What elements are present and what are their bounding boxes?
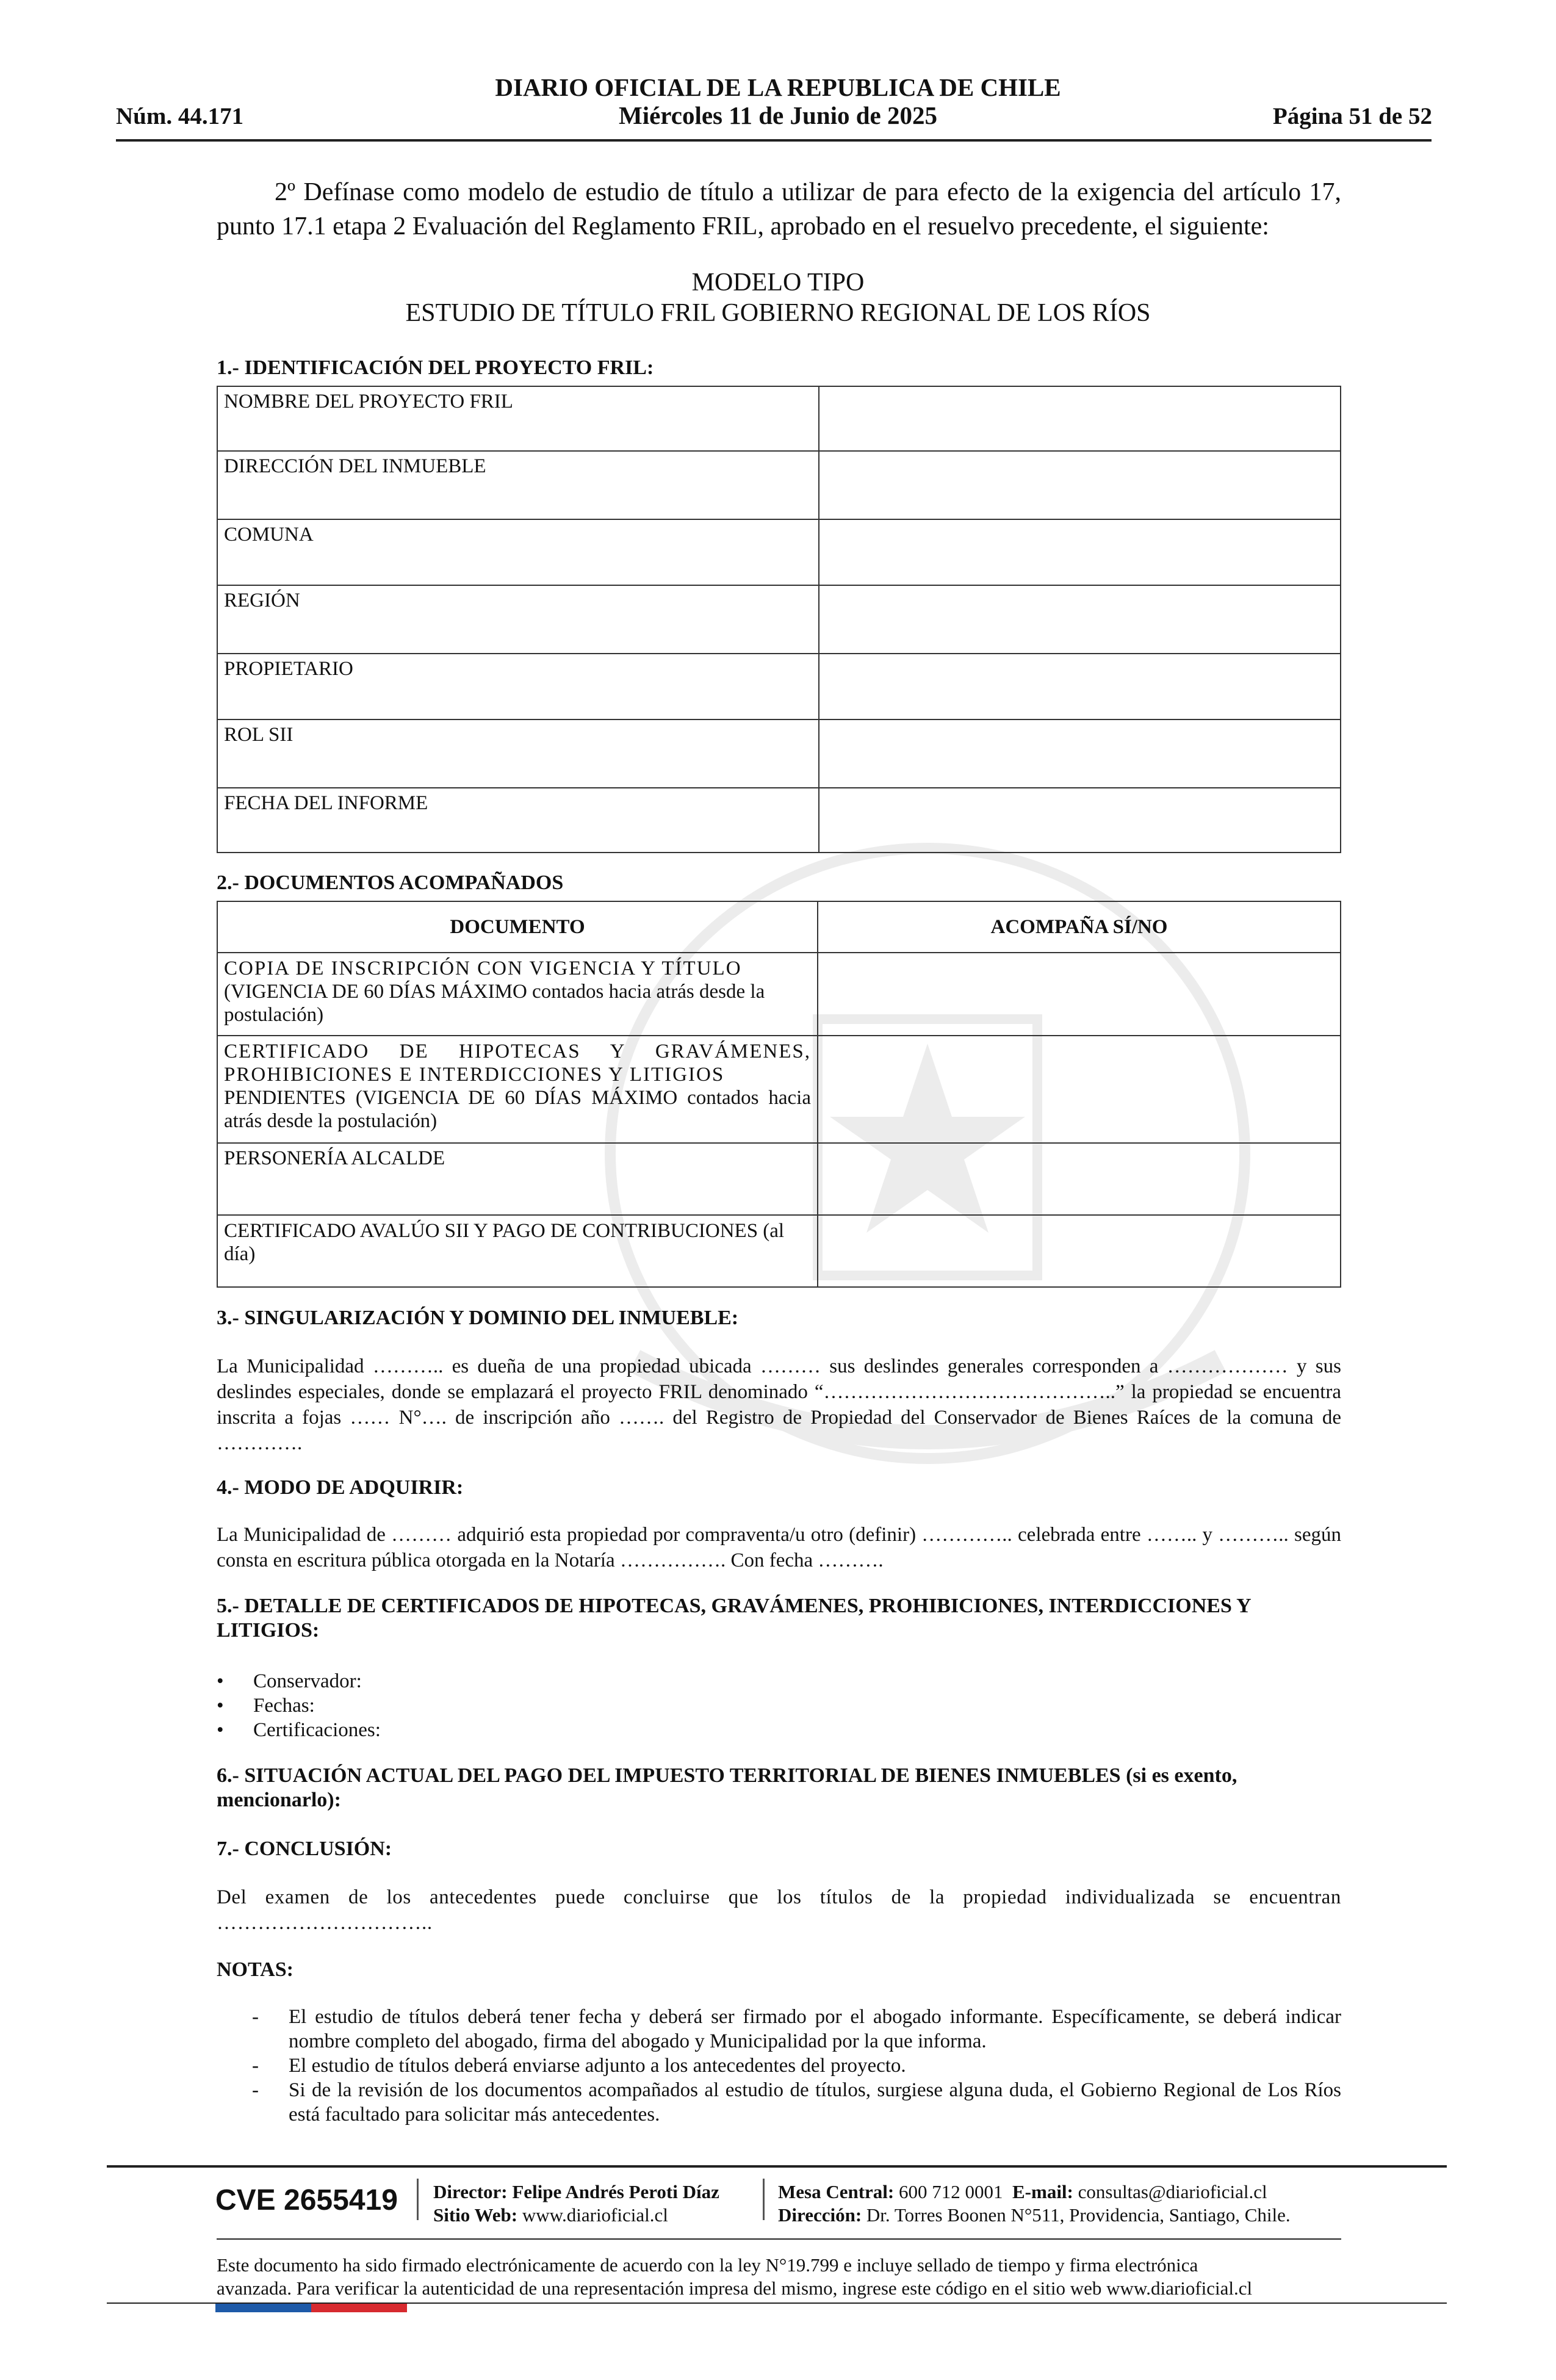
section-3-text: La Municipalidad ……….. es dueña de una propiedad ubicada ……… sus deslindes generales corresponden a ……………… y sus deslindes especiales, donde se emplazará el proyecto FRIL denominado “……………………………………..” la propiedad se encuentra inscrita a fojas …… N°…. de inscripción año ……. del Registro de Propiedad del Conservador de Bienes Raíces de la comuna de …………. [217, 1355, 1341, 1454]
footer-mid-divider [217, 2238, 1341, 2240]
electronic-signature-notice: Este documento ha sido firmado electrónicamente de acuerdo con la ley N°19.799 e incluye sellado de tiempo y firma electrónica avanzada. Para verificar la autenticidad de una representación impresa del mismo, ingrese este código en el sitio web www.diarioficial.cl [217, 2254, 1253, 2299]
section-1-heading: 1.- IDENTIFICACIÓN DEL PROYECTO FRIL: [217, 356, 654, 379]
note-item: - Si de la revisión de los documentos acompañados al estudio de títulos, surgiese alguna duda, el Gobierno Regional de Los Ríos está facultado para solicitar más antecedentes. [252, 2079, 1341, 2126]
footer-director-block: Director: Felipe Andrés Peroti Díaz Sitio Web: www.diarioficial.cl [433, 2181, 719, 2226]
row-label: FECHA DEL INFORME [217, 788, 819, 853]
owner-value[interactable] [819, 654, 1341, 719]
row-label: COMUNA [217, 519, 819, 585]
footer-top-divider [107, 2165, 1447, 2168]
list-item: • Certificaciones: [217, 1719, 381, 1741]
row-label: REGIÓN [217, 585, 819, 654]
column-header-document: DOCUMENTO [217, 901, 818, 953]
attached-cell[interactable] [818, 1036, 1341, 1143]
section-7-text: Del examen de los antecedentes puede concluirse que los títulos de la propiedad individualizada se encuentran ………………………….. [217, 1886, 1341, 1934]
director-name: Felipe Andrés Peroti Díaz [512, 2181, 719, 2202]
website-link[interactable]: www.diarioficial.cl [522, 2204, 668, 2226]
commune-value[interactable] [819, 519, 1341, 585]
issue-date: Miércoles 11 de Junio de 2025 [619, 101, 937, 129]
documents-table [217, 901, 1341, 1288]
row-label: PROPIETARIO [217, 654, 819, 719]
flag-bar-red [311, 2304, 407, 2312]
section-6-heading: 6.- SITUACIÓN ACTUAL DEL PAGO DEL IMPUESTO TERRITORIAL DE BIENES INMUEBLES (si es exento, mencionarlo): [217, 1764, 1237, 1811]
attached-cell[interactable] [818, 1215, 1341, 1287]
rol-sii-value[interactable] [819, 719, 1341, 788]
email-link[interactable]: consultas@diarioficial.cl [1078, 2181, 1267, 2202]
list-item: • Fechas: [217, 1695, 315, 1717]
footer-separator [763, 2179, 765, 2220]
section-2-heading: 2.- DOCUMENTOS ACOMPAÑADOS [217, 871, 564, 894]
row-label: NOMBRE DEL PROYECTO FRIL [217, 386, 819, 451]
document-row: COPIA DE INSCRIPCIÓN CON VIGENCIA Y TÍTULO (VIGENCIA DE 60 DÍAS MÁXIMO contados hacia atrás desde la postulación) [217, 953, 818, 1036]
document-row: CERTIFICADO AVALÚO SII Y PAGO DE CONTRIBUCIONES (al día) [217, 1215, 818, 1287]
attached-cell[interactable] [818, 953, 1341, 1036]
page-number: Página 51 de 52 [1272, 103, 1432, 129]
project-name-value[interactable] [819, 386, 1341, 451]
project-identification-table [217, 386, 1341, 853]
row-label: DIRECCIÓN DEL INMUEBLE [217, 451, 819, 519]
section-7-heading: 7.- CONCLUSIÓN: [217, 1837, 392, 1860]
notes-heading: NOTAS: [217, 1958, 294, 1981]
section-3-heading: 3.- SINGULARIZACIÓN Y DOMINIO DEL INMUEBLE: [217, 1307, 739, 1329]
cve-code: CVE 2655419 [215, 2184, 398, 2216]
column-header-attached: ACOMPAÑA SÍ/NO [818, 901, 1341, 953]
issue-number: Núm. 44.171 [116, 103, 244, 129]
document-row: CERTIFICADO DE HIPOTECAS Y GRAVÁMENES, PROHIBICIONES E INTERDICCIONES Y LITIGIOS PENDIENTES (VIGENCIA DE 60 DÍAS MÁXIMO contados hacia atrás desde la postulación) [217, 1036, 818, 1143]
notes-list [217, 2005, 1341, 2127]
report-date-value[interactable] [819, 788, 1341, 853]
note-item: - El estudio de títulos deberá enviarse adjunto a los antecedentes del proyecto. [252, 2055, 906, 2077]
address-value[interactable] [819, 451, 1341, 519]
list-item: • Conservador: [217, 1670, 362, 1692]
attached-cell[interactable] [818, 1143, 1341, 1215]
section-4-text: La Municipalidad de ……… adquirió esta propiedad por compraventa/u otro (definir) ………….. celebrada entre …….. y ……….. según consta en escritura pública otorgada en la Notaría ……………. Con fecha ………. [217, 1524, 1341, 1571]
newspaper-title: DIARIO OFICIAL DE LA REPUBLICA DE CHILE Miércoles 11 de Junio de 2025 [0, 73, 1556, 129]
document-row: PERSONERÍA ALCALDE [217, 1143, 818, 1215]
section-4-heading: 4.- MODO DE ADQUIRIR: [217, 1476, 464, 1499]
section-5-list [217, 1669, 1341, 1742]
footer-contact-block: Mesa Central: 600 712 0001 E-mail: consultas@diarioficial.cl Dirección: Dr. Torres Boonen N°511, Providencia, Santiago, Chile. [778, 2181, 1291, 2226]
footer-separator [417, 2179, 419, 2220]
section-5-heading: 5.- DETALLE DE CERTIFICADOS DE HIPOTECAS, GRAVÁMENES, PROHIBICIONES, INTERDICCIONES Y LITIGIOS: [217, 1595, 1251, 1642]
region-value[interactable] [819, 585, 1341, 654]
header-divider [116, 139, 1432, 142]
flag-bar-blue [215, 2304, 311, 2312]
intro-paragraph: 2º Defínase como modelo de estudio de título a utilizar de para efecto de la exigencia del artículo 17, punto 17.1 etapa 2 Evaluación del Reglamento FRIL, aprobado en el resuelvo precedente, el siguiente: [217, 178, 1341, 240]
row-label: ROL SII [217, 719, 819, 788]
note-item: - El estudio de títulos deberá tener fecha y deberá ser firmado por el abogado informante. Específicamente, se deberá indicar nombre completo del abogado, firma del abogado y Municipalidad por la que informa. [252, 2006, 1341, 2052]
model-title: MODELO TIPO ESTUDIO DE TÍTULO FRIL GOBIERNO REGIONAL DE LOS RÍOS [405, 269, 1151, 327]
